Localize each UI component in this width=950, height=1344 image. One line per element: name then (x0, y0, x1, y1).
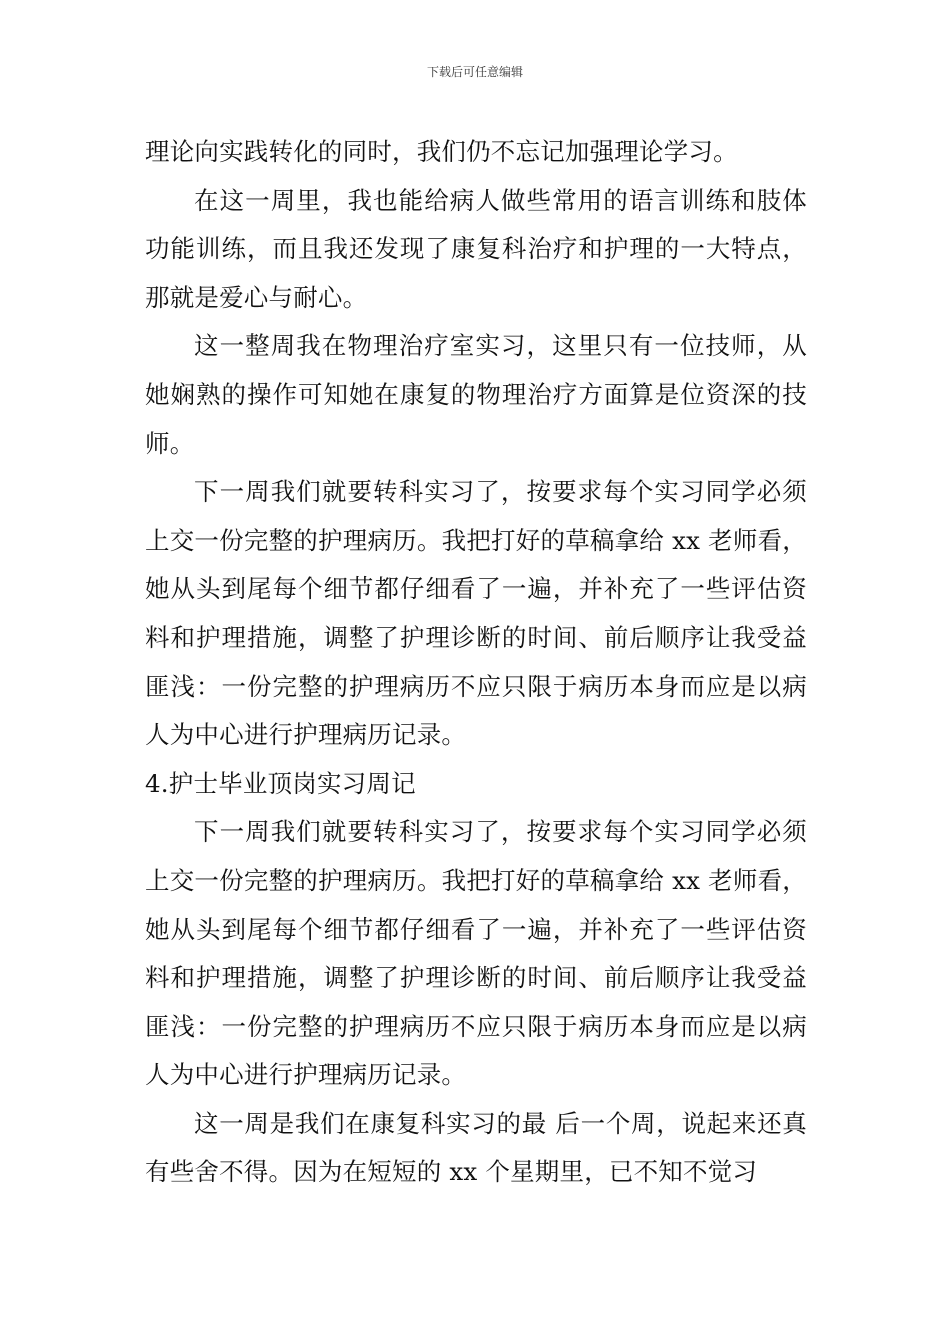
paragraph: 下一周我们就要转科实习了，按要求每个实习同学必须上交一份完整的护理病历。我把打好的草稿拿给 xx 老师看，她从头到尾每个细节都仔细看了一遍，并补充了一些评估资料和护理措施，调整了护理诊断的时间、前后顺序让我受益匪浅：一份完整的护理病历不应只限于病历本身而应是以病人为中心进行护理病历记录。 (145, 477, 807, 750)
paragraph: 这一整周我在物理治疗室实习，这里只有一位技师，从她娴熟的操作可知她在康复的物理治疗方面算是位资深的技师。 (145, 331, 807, 458)
paragraph: 下一周我们就要转科实习了，按要求每个实习同学必须上交一份完整的护理病历。我把打好的草稿拿给 xx 老师看，她从头到尾每个细节都仔细看了一遍，并补充了一些评估资料和护理措施，调整了护理诊断的时间、前后顺序让我受益匪浅：一份完整的护理病历不应只限于病历本身而应是以病人为中心进行护理病历记录。 (145, 817, 807, 1090)
paragraph: 在这一周里，我也能给病人做些常用的语言训练和肢体功能训练，而且我还发现了康复科治疗和护理的一大特点，那就是爱心与耐心。 (145, 185, 807, 312)
section-heading: 4.护士毕业顶岗实习周记 (145, 768, 416, 798)
paragraph-continuation: 理论向实践转化的同时，我们仍不忘记加强理论学习。 (145, 137, 738, 166)
paragraph: 这一周是我们在康复科实习的最 后一个周，说起来还真有些舍不得。因为在短短的 xx 个星期里，已不知不觉习 (145, 1108, 807, 1187)
page-header-note: 下载后可任意编辑 (426, 65, 523, 79)
document-body (145, 128, 807, 1197)
